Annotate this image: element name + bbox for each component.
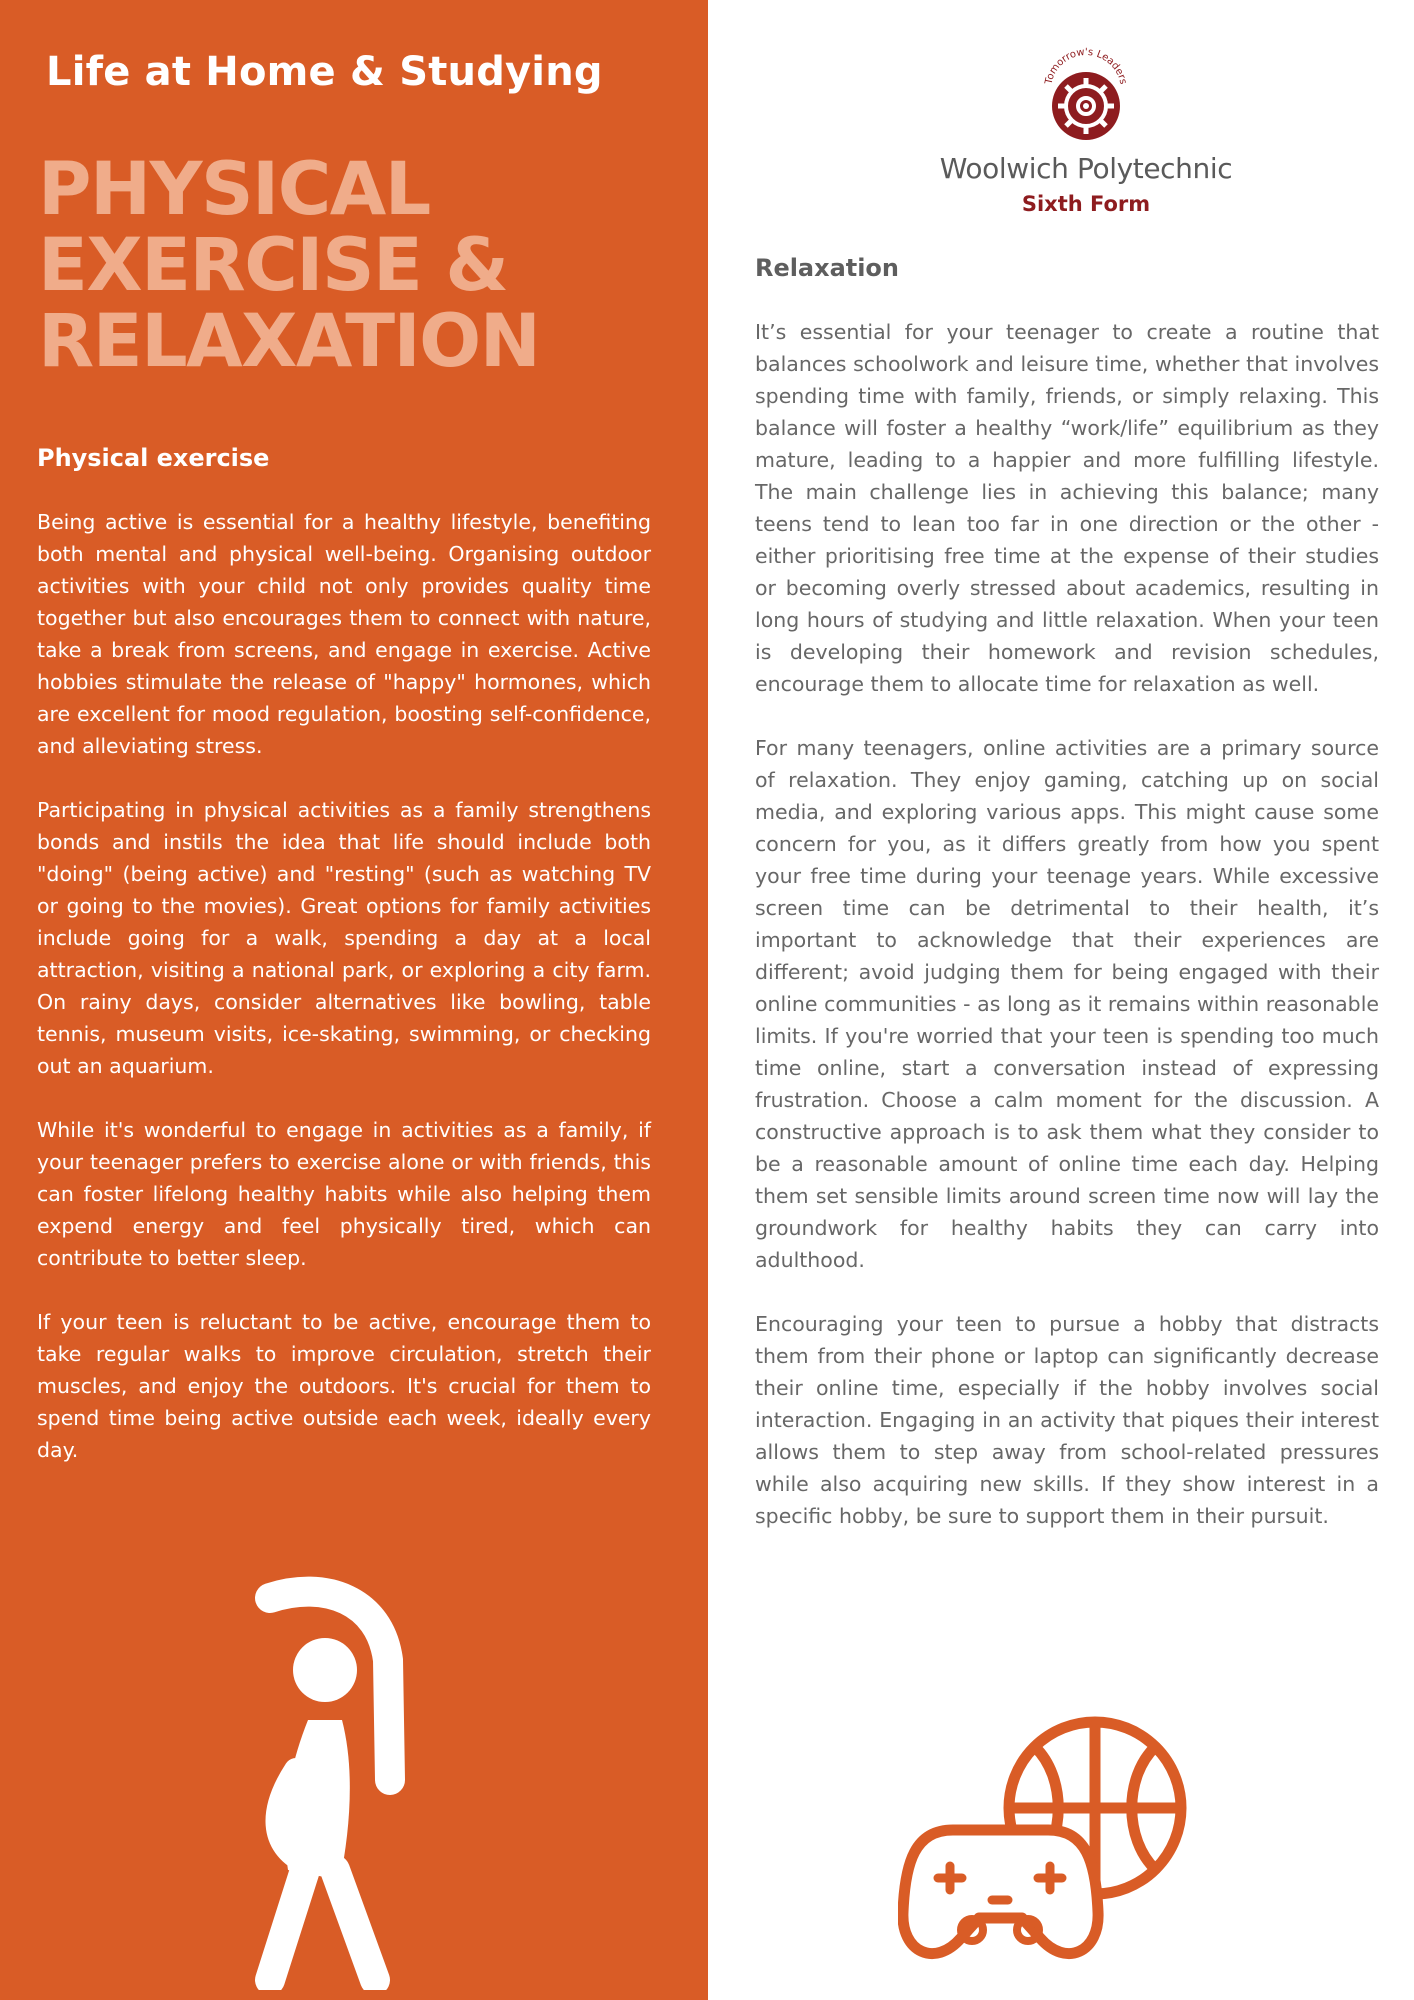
stretching-person-icon [230,1570,450,1990]
school-logo [916,46,1256,226]
relaxation-section [755,252,1379,1532]
hero-line-2: EXERCISE & [38,223,508,308]
school-name: Woolwich Polytechnic [939,152,1233,185]
logo-tagline: Tomorrow's Leaders [1043,46,1129,86]
exercise-paragraph-2: Participating in physical activities as a family strengthens bonds and instils the idea that life should include both "doing" (being active) and "resting" (such as watching TV or going to the movies). Great options for family activities include going for a walk, spending a day at a local attraction, visiting a national park, or exploring a city farm. On rainy days, consider alternatives like bowling, table tennis, museum visits, ice-skating, swimming, or checking out an aquarium. [37,798,651,1078]
exercise-paragraph-4: If your teen is reluctant to be active, encourage them to take regular walks to improve circulation, stretch their muscles, and enjoy the outdoors. It's crucial for them to spend time being active outside each week, ideally every day. [37,1310,651,1462]
hero-line-1: PHYSICAL [38,147,430,232]
right-panel [708,0,1414,2000]
physical-exercise-heading: Physical exercise [37,444,270,472]
hobby-icons [898,1712,1198,1974]
exercise-paragraph-3: While it's wonderful to engage in activities as a family, if your teenager prefers to exercise alone or with friends, this can foster lifelong healthy habits while also helping them expend energy and feel physically tired, which can contribute to better sleep. [37,1118,651,1270]
hero-line-3: RELAXATION [38,299,540,384]
section-title: Life at Home & Studying [46,49,603,95]
hero-title [38,147,540,384]
relaxation-heading: Relaxation [755,254,899,282]
school-sub: Sixth Form [1021,192,1151,216]
gear-target-icon [1031,46,1141,146]
relaxation-paragraph-1: It’s essential for your teenager to create a routine that balances schoolwork and leisure time, whether that involves spending time with family, friends, or simply relaxing. This balance will foster a healthy “work/life” equilibrium as they mature, leading to a happier and more fulfilling lifestyle. The main challenge lies in achieving this balance; many teens tend to lean too far in one direction or the other - either prioritising free time at the expense of their studies or becoming overly stressed about academics, resulting in long hours of studying and little relaxation. When your teen is developing their homework and revision schedules, encourage them to allocate time for relaxation as well. [755,320,1379,696]
game-controller-icon [903,1830,1098,1954]
relaxation-paragraph-2: For many teenagers, online activities are a primary source of relaxation. They enjoy gaming, catching up on social media, and exploring various apps. This might cause some concern for you, as it differs greatly from how you spent your free time during your teenage years. While excessive screen time can be detrimental to their health, it’s important to acknowledge that their experiences are different; avoid judging them for being engaged with their online communities - as long as it remains within reasonable limits. If you're worried that your teen is spending too much time online, start a conversation instead of expressing frustration. Choose a calm moment for the discussion. A constructive approach is to ask them what they consider to be a reasonable amount of online time each day. Helping them set sensible limits around screen time now will lay the groundwork for healthy habits they can carry into adulthood. [755,736,1379,1272]
relaxation-paragraph-3: Encouraging your teen to pursue a hobby that distracts them from their phone or laptop can significantly decrease their online time, especially if the hobby involves social interaction. Engaging in an activity that piques their interest allows them to step away from school-related pressures while also acquiring new skills. If they show interest in a specific hobby, be sure to support them in their pursuit. [755,1312,1379,1528]
physical-exercise-section [37,442,651,1466]
exercise-paragraph-1: Being active is essential for a healthy lifestyle, benefiting both mental and physical well-being. Organising outdoor activities with your child not only provides quality time together but also encourages them to connect with nature, take a break from screens, and engage in exercise. Active hobbies stimulate the release of "happy" hormones, which are excellent for mood regulation, boosting self-confidence, and alleviating stress. [37,510,651,758]
